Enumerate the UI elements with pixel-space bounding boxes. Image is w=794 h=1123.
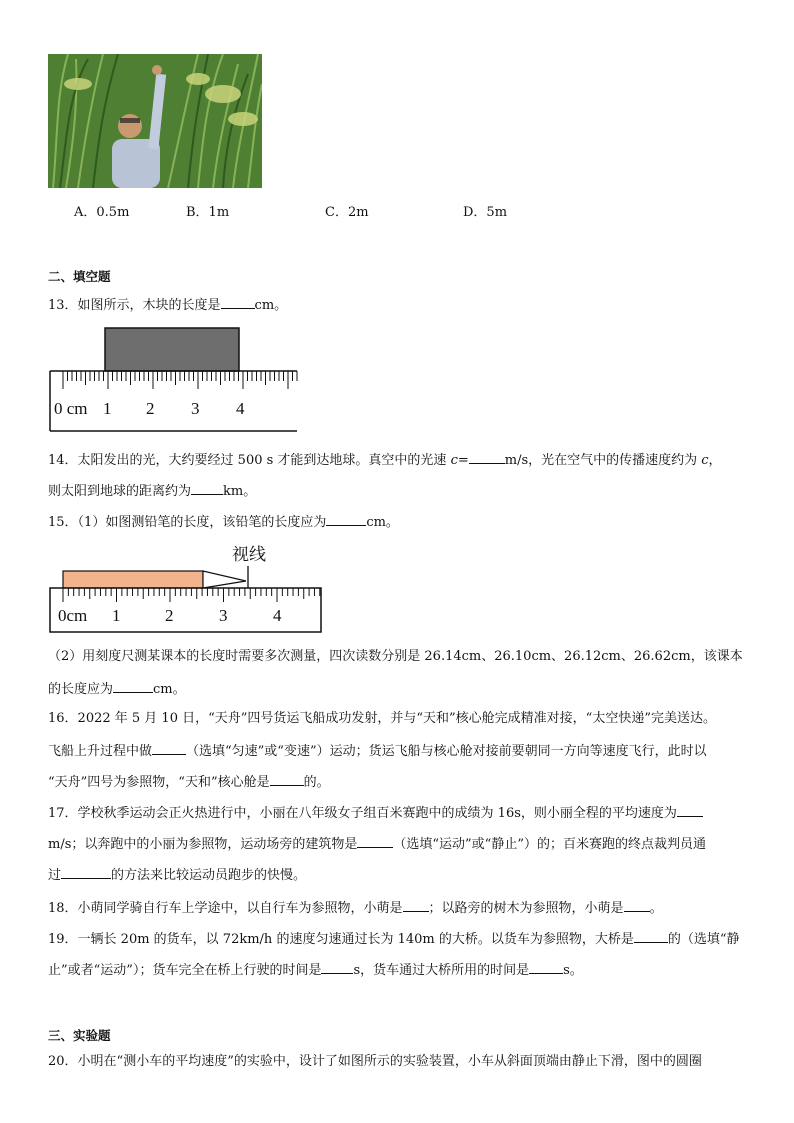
q14-eq: =	[457, 453, 469, 468]
question-16-line3	[48, 772, 330, 792]
q19-text-a: 19．一辆长 20m 的货车，以 72km/h 的速度匀速通过长为 140m 的大桥。以货车为参照物，大桥是	[48, 932, 634, 947]
ruler15-label-3: 3	[219, 606, 228, 625]
ruler13-label-4: 4	[236, 399, 245, 418]
rice-field-photo	[48, 54, 262, 188]
q16-motion-blank[interactable]	[152, 741, 186, 755]
pencil-tip	[203, 571, 246, 588]
q13-text: 13．如图所示，木块的长度是	[48, 298, 221, 313]
question-15-line1	[48, 512, 399, 532]
option-d[interactable]: D．5m	[463, 205, 508, 220]
q16-text-d: 的。	[303, 775, 330, 790]
q15-text-d: cm。	[153, 682, 186, 697]
question-17-line2	[48, 834, 706, 854]
question-17-line1	[48, 803, 703, 823]
q18-text-c: 。	[649, 901, 663, 916]
section-title-experiment: 三、实验题	[48, 1028, 111, 1043]
q17-text-c: （选填“运动”或“静止”）的；百米赛跑的终点裁判员通	[393, 837, 706, 852]
q18-text-a: 18．小萌同学骑自行车上学途中，以自行车为参照物，小萌是	[48, 901, 403, 916]
question-14-line1	[48, 450, 722, 470]
q18-text-b: ；以路旁的树木为参照物，小萌是	[428, 901, 624, 916]
ruler-with-block-figure	[48, 326, 300, 434]
q14-var-c2: c	[701, 453, 709, 468]
q13-answer-blank[interactable]	[221, 295, 255, 309]
question-15-line3	[48, 679, 186, 699]
q17-text-a: 17．学校秋季运动会正火热进行中，小丽在八年级女子组百米赛跑中的成绩为 16s，则小丽全程的平均速度为	[48, 806, 677, 821]
q16-state-blank[interactable]	[270, 772, 304, 786]
option-c[interactable]: C．2m	[325, 205, 369, 220]
q15-text-b: cm。	[366, 515, 399, 530]
q14-var-c: c	[450, 453, 458, 468]
q14-text-c: ，	[708, 453, 722, 468]
question-16-line1: 16．2022 年 5 月 10 日，“天舟”四号货运飞船成功发射，并与“天和”核心舱完成精准对接，“太空快递”完美送达。	[48, 711, 716, 726]
q15-text-c: 的长度应为	[48, 682, 114, 697]
q15-pencil-blank[interactable]	[326, 512, 366, 526]
q16-text-b: （选填“匀速”或“变速”）运动；货运飞船与核心舱对接前要朝同一方向等速度飞行，此时以	[186, 744, 707, 759]
question-15-line2: （2）用刻度尺测某课本的长度时需要多次测量，四次读数分别是 26.14cm、26.10cm、26.12cm、26.62cm，该课本	[48, 649, 743, 664]
ruler13-label-1: 1	[103, 399, 112, 418]
wood-block	[105, 328, 239, 371]
q14-text-a: 14．太阳发出的光，大约要经过 500 s 才能到达地球。真空中的光速	[48, 453, 451, 468]
q14-distance-blank[interactable]	[191, 481, 223, 495]
q18-blank-2[interactable]	[624, 898, 650, 912]
question-18	[48, 898, 663, 918]
ruler13-label-0: 0 cm	[54, 399, 88, 418]
q17-speed-blank[interactable]	[677, 803, 703, 817]
q15-book-blank[interactable]	[113, 679, 153, 693]
sight-line-label: 视线	[232, 545, 266, 565]
q19-bridge-state-blank[interactable]	[634, 929, 668, 943]
q13-unit: cm。	[254, 298, 288, 313]
q16-text-a: 飞船上升过程中做	[48, 744, 153, 759]
q19-text-b: 的（选填“静	[667, 932, 740, 947]
ruler15-label-0: 0cm	[58, 606, 88, 625]
question-14-line2	[48, 481, 256, 501]
q18-blank-1[interactable]	[403, 898, 429, 912]
question-13	[48, 295, 287, 315]
q19-text-e: s。	[563, 963, 583, 978]
question-19-line2	[48, 960, 583, 980]
ruler13-label-3: 3	[191, 399, 200, 418]
q17-text-d: 过	[48, 868, 62, 883]
ruler15-label-1: 1	[112, 606, 121, 625]
q17-text-b: m/s；以奔跑中的小丽为参照物，运动场旁的建筑物是	[48, 837, 358, 852]
q19-time-cross-blank[interactable]	[529, 960, 563, 974]
ruler15-label-4: 4	[273, 606, 282, 625]
q16-text-c: “天舟”四号为参照物，“天和”核心舱是	[48, 775, 270, 790]
option-a[interactable]: A．0.5m	[74, 205, 130, 220]
q19-time-on-bridge-blank[interactable]	[321, 960, 353, 974]
q19-text-d: s，货车通过大桥所用的时间是	[353, 963, 530, 978]
option-b[interactable]: B．1m	[186, 205, 230, 220]
q14-text-b: m/s，光在空气中的传播速度约为	[504, 453, 702, 468]
ruler15-label-2: 2	[165, 606, 174, 625]
question-16-line2	[48, 741, 707, 761]
q14-speed-blank[interactable]	[469, 450, 505, 464]
q17-reference-blank[interactable]	[357, 834, 393, 848]
q19-text-c: 止”或者“运动”）；货车完全在桥上行驶的时间是	[48, 963, 322, 978]
ruler-with-pencil-figure	[48, 540, 324, 636]
question-17-line3	[48, 865, 306, 885]
section-title-fill-in: 二、填空题	[48, 269, 111, 284]
q14-text-d: 则太阳到地球的距离约为	[48, 484, 192, 499]
question-20-line1: 20．小明在“测小车的平均速度”的实验中，设计了如图所示的实验装置，小车从斜面顶端由静止下滑，图中的圆圈	[48, 1054, 702, 1069]
ruler13-label-2: 2	[146, 399, 155, 418]
q17-method-blank[interactable]	[61, 865, 111, 879]
q17-text-e: 的方法来比较运动员跑步的快慢。	[111, 868, 307, 883]
pencil-body	[63, 571, 203, 588]
q14-text-e: km。	[223, 484, 257, 499]
q15-text-a: 15．（1）如图测铅笔的长度，该铅笔的长度应为	[48, 515, 327, 530]
question-19-line1	[48, 929, 740, 949]
